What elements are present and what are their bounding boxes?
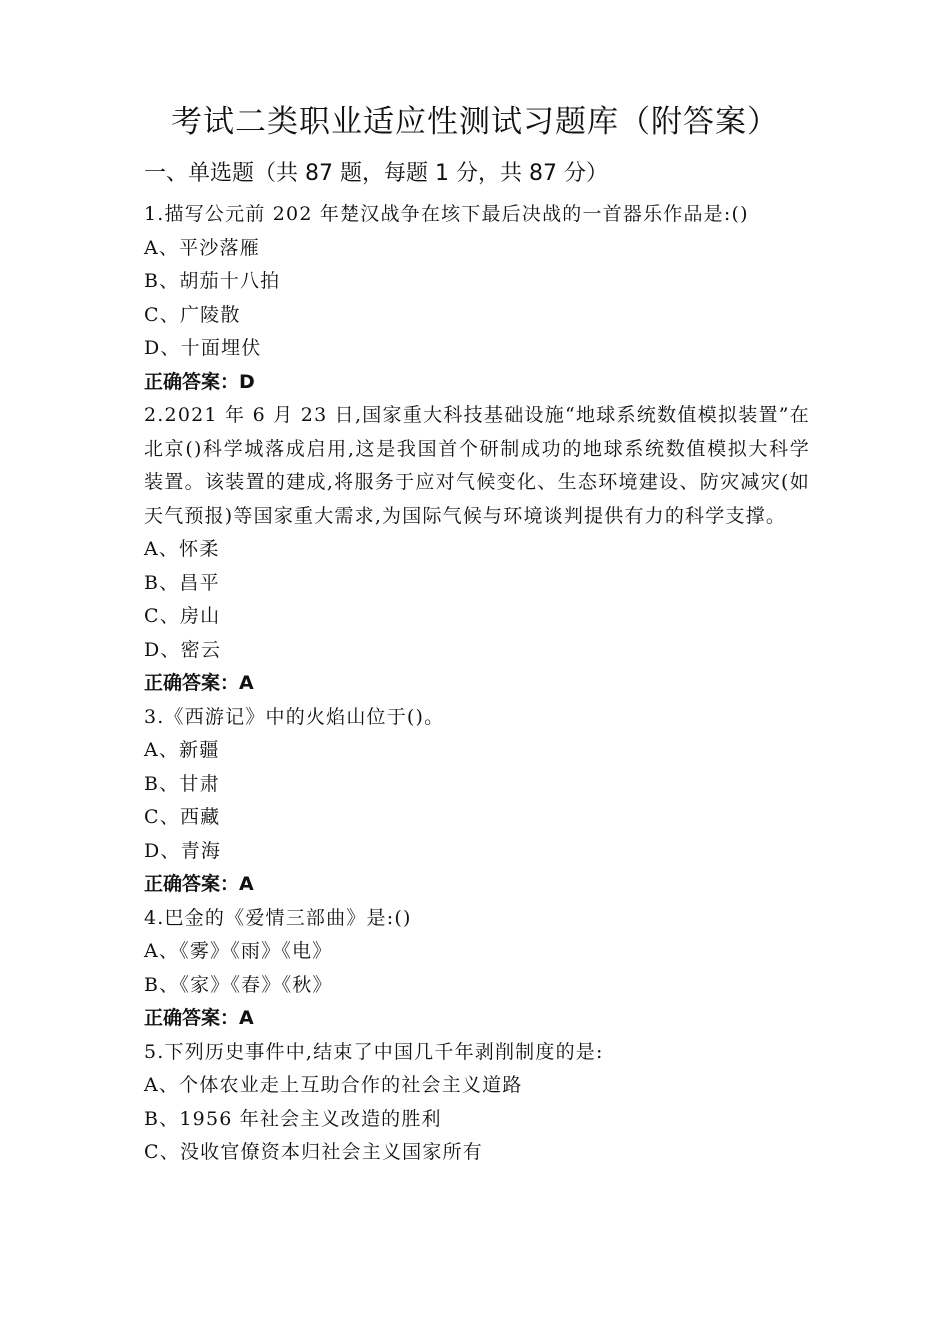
question-3 xyxy=(144,701,810,902)
option-d: D、十面埋伏 xyxy=(144,337,262,359)
question-5 xyxy=(144,1036,810,1170)
question-2 xyxy=(144,399,810,701)
question-stem: 3.《西游记》中的火焰山位于()。 xyxy=(144,705,445,728)
option-d: D、密云 xyxy=(144,638,222,661)
option-b: B、甘肃 xyxy=(144,772,220,795)
correct-answer: 正确答案：A xyxy=(144,672,254,694)
option-a: A、平沙落雁 xyxy=(144,236,260,259)
document-title: 考试二类职业适应性测试习题库（附答案） xyxy=(171,104,779,140)
question-4 xyxy=(144,902,810,1036)
option-a: A、《雾》《雨》《电》 xyxy=(144,940,333,962)
correct-answer: 正确答案：A xyxy=(144,873,254,895)
correct-answer: 正确答案：A xyxy=(144,1007,254,1029)
section-heading: 一、单选题（共 87 题，每题 1 分，共 87 分） xyxy=(144,161,608,186)
correct-answer: 正确答案：D xyxy=(144,370,255,393)
question-stem: 2.2021 年 6 月 23 日,国家重大科技基础设施“地球系统数值模拟装置”在北京()科学城落成启用,这是我国首个研制成功的地球系统数值模拟大科学装置。该装置的建成,将服务于应对气候变化、生态环境建设、防灾减灾(如天气预报)等国家重大需求,为国际气候与环境谈判提供有力的科学支撑。 xyxy=(144,404,810,527)
question-stem: 4.巴金的《爱情三部曲》是:() xyxy=(144,906,412,929)
option-c: C、广陵散 xyxy=(144,303,241,326)
option-a: A、怀柔 xyxy=(144,538,220,560)
question-1 xyxy=(144,198,810,399)
option-a: A、新疆 xyxy=(144,739,220,761)
option-d: D、青海 xyxy=(144,839,222,862)
option-b: B、1956 年社会主义改造的胜利 xyxy=(144,1107,442,1130)
option-b: B、胡茄十八拍 xyxy=(144,270,281,292)
question-stem: 1.描写公元前 202 年楚汉战争在垓下最后决战的一首器乐作品是:() xyxy=(144,203,749,225)
option-c: C、西藏 xyxy=(144,806,221,828)
option-a: A、个体农业走上互助合作的社会主义道路 xyxy=(144,1074,523,1096)
option-b: B、《家》《春》《秋》 xyxy=(144,973,333,996)
option-b: B、昌平 xyxy=(144,571,220,594)
option-c: C、没收官僚资本归社会主义国家所有 xyxy=(144,1141,483,1163)
document-body xyxy=(144,157,810,1170)
option-c: C、房山 xyxy=(144,605,221,627)
question-stem: 5.下列历史事件中,结束了中国几千年剥削制度的是: xyxy=(144,1040,604,1063)
